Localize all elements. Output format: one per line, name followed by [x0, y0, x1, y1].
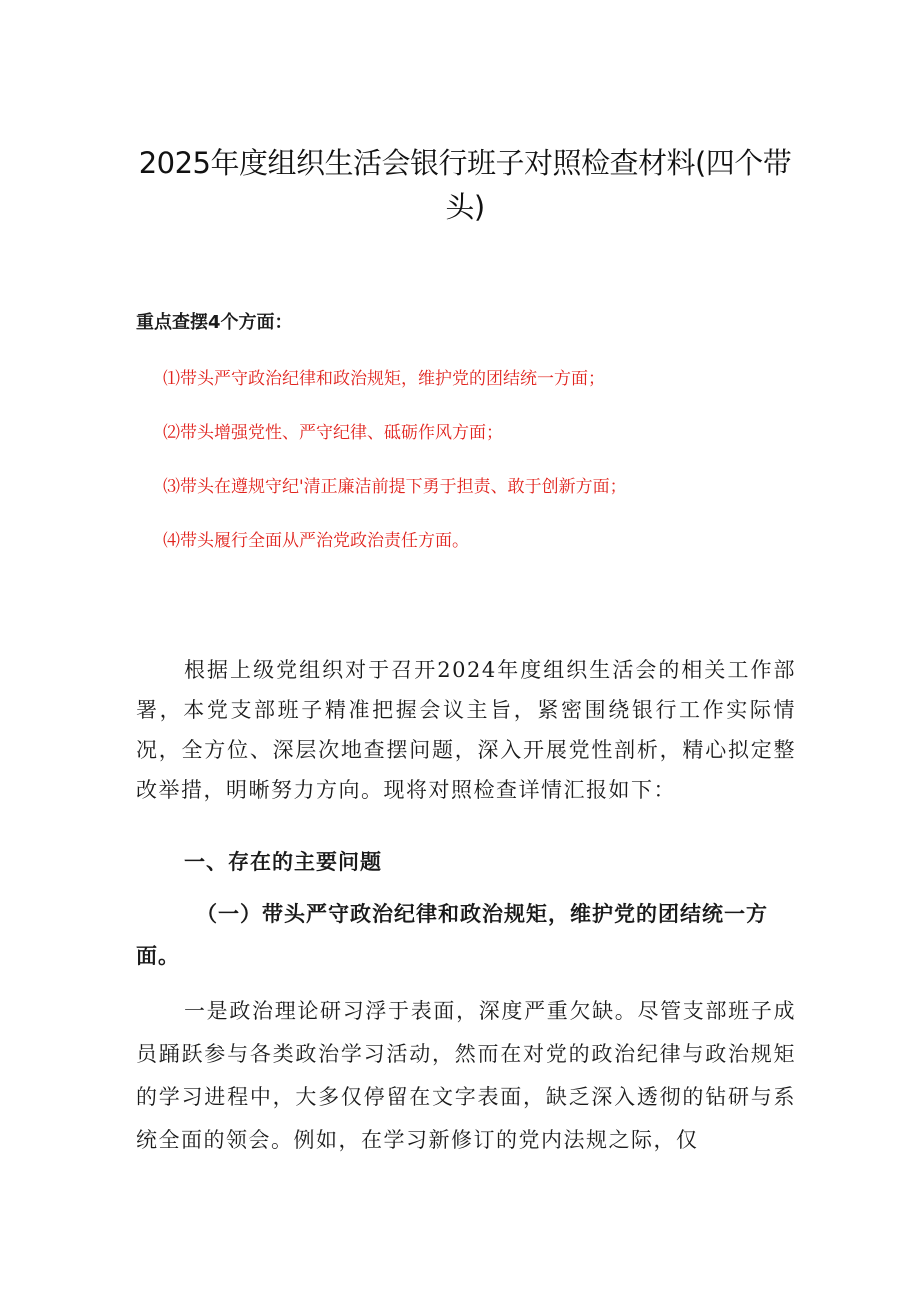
focus-item-4: ⑷带头履行全面从严治党政治责任方面。 — [163, 531, 469, 551]
subsection-heading: （一）带头严守政治纪律和政治规矩，维护党的团结统一方面。 — [136, 902, 768, 968]
intro-paragraph: 根据上级党组织对于召开2024年度组织生活会的相关工作部署，本党支部班子精准把握会议主旨，紧密围绕银行工作实际情况，全方位、深层次地查摆问题，深入开展党性剖析，精心拟定整改举措，明晰努力方向。现将对照检查详情汇报如下： — [136, 658, 796, 802]
focus-item-2: ⑵带头增强党性、严守纪律、砥砺作风方面； — [163, 423, 503, 443]
section-heading: 一、存在的主要问题 — [184, 850, 382, 874]
focus-item-1: ⑴带头严守政治纪律和政治规矩，维护党的团结统一方面； — [163, 369, 605, 389]
focus-item-3: ⑶带头在遵规守纪'清正廉洁前提下勇于担责、敢于创新方面； — [163, 477, 627, 497]
body-paragraph: 一是政治理论研习浮于表面，深度严重欠缺。尽管支部班子成员踊跃参与各类政治学习活动，然而在对党的政治纪律与政治规矩的学习进程中，大多仅停留在文字表面，缺乏深入透彻的钻研与系统全面的领会。例如，在学习新修订的党内法规之际，仅 — [136, 999, 796, 1152]
focus-heading: 重点查摆4个方面： — [136, 312, 293, 333]
focus-list — [163, 364, 627, 580]
document-title: 2025年度组织生活会银行班子对照检查材料(四个带头) — [138, 146, 792, 224]
